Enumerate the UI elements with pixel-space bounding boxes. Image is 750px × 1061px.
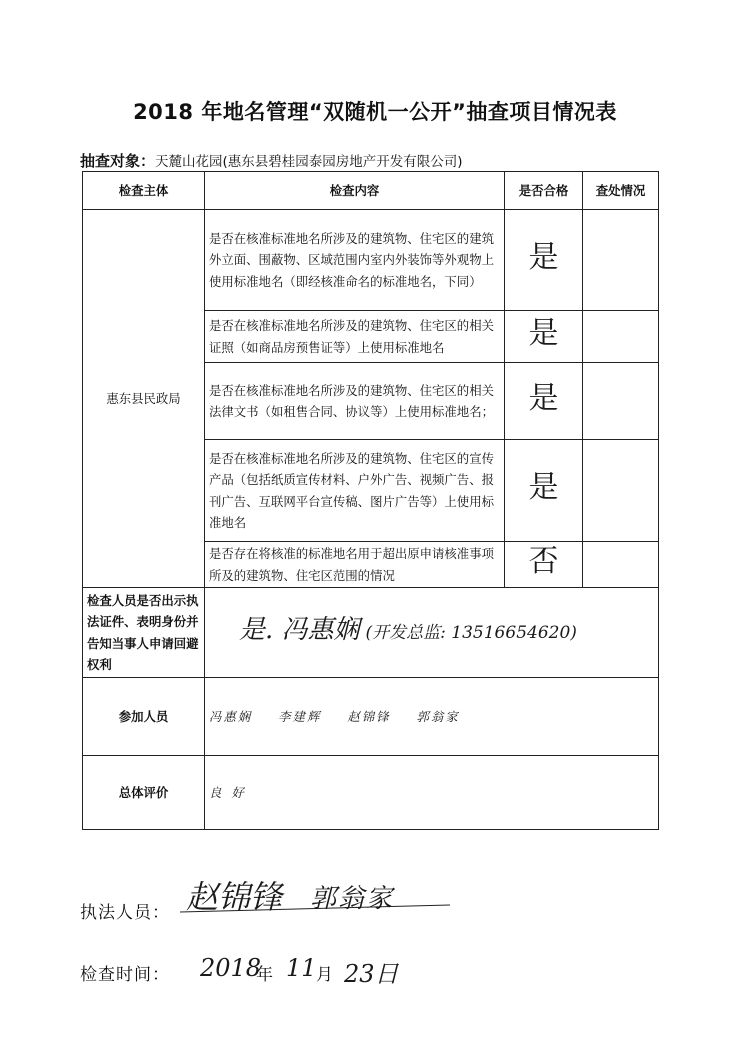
header-handling: 查处情况 — [583, 172, 659, 210]
item-qualified — [505, 363, 583, 440]
time-day: 23日 — [344, 960, 399, 988]
inspection-table — [82, 171, 659, 830]
item-content: 是否存在将核准的标准地名用于超出原申请核准事项所及的建筑物、住宅区范围的情况 — [205, 542, 505, 588]
enforcer-signature: 郭翁家 — [310, 884, 395, 914]
participants-label: 参加人员 — [83, 678, 205, 756]
enforcer-signature: 赵锦锋 — [186, 878, 283, 916]
item-qualified — [505, 210, 583, 311]
header-subject: 检查主体 — [83, 172, 205, 210]
inspector-answer: 是. 冯惠娴 — [239, 615, 360, 646]
item-handling — [583, 363, 659, 440]
table-header-row — [83, 172, 659, 210]
handwritten-mark: 是 — [528, 239, 559, 275]
time-month-unit: 月 — [316, 965, 334, 985]
enforcer-label: 执法人员： — [80, 903, 170, 923]
participants-row — [83, 678, 659, 756]
item-qualified — [505, 542, 583, 588]
participants-cell — [205, 678, 659, 756]
item-handling — [583, 311, 659, 363]
handwritten-mark: 是 — [528, 316, 559, 352]
participant-signature: 冯惠娴 — [209, 708, 253, 724]
item-handling — [583, 542, 659, 588]
inspector-phone: (开发总监: 13516654620) — [365, 623, 577, 644]
header-content: 检查内容 — [205, 172, 505, 210]
handwritten-mark: 是 — [528, 470, 559, 506]
item-content: 是否在核准标准地名所涉及的建筑物、住宅区的相关证照（如商品房预售证等）上使用标准地名 — [205, 311, 505, 363]
table-row — [83, 210, 659, 311]
inspection-target-value: 天麓山花园(惠东县碧桂园泰园房地产开发有限公司) — [155, 154, 463, 170]
participant-signature: 李建辉 — [278, 708, 322, 724]
time-label: 检查时间： — [80, 965, 170, 985]
item-qualified — [505, 440, 583, 542]
evaluation-row — [83, 756, 659, 830]
evaluation-label: 总体评价 — [83, 756, 205, 830]
page-title: 2018 年地名管理“双随机一公开”抽查项目情况表 — [133, 100, 617, 124]
time-month: 11 — [286, 954, 317, 982]
evaluation-cell — [205, 756, 659, 830]
inspection-target-label: 抽查对象： — [80, 152, 156, 170]
participant-signature: 郭翁家 — [416, 708, 460, 724]
inspector-answer-cell — [205, 588, 659, 678]
item-handling — [583, 210, 659, 311]
handwritten-mark: 否 — [528, 544, 559, 580]
header-qualified: 是否合格 — [505, 172, 583, 210]
evaluation-value: 良好 — [209, 784, 254, 800]
inspector-question: 检查人员是否出示执法证件、表明身份并告知当事人申请回避权利 — [83, 588, 205, 678]
inspector-row — [83, 588, 659, 678]
item-content: 是否在核准标准地名所涉及的建筑物、住宅区的相关法律文书（如租售合同、协议等）上使用标准地名； — [205, 363, 505, 440]
time-year: 2018 — [200, 954, 262, 982]
agency-cell: 惠东县民政局 — [83, 210, 205, 588]
item-handling — [583, 440, 659, 542]
participant-signature: 赵锦锋 — [347, 708, 391, 724]
item-qualified — [505, 311, 583, 363]
item-content: 是否在核准标准地名所涉及的建筑物、住宅区的建筑外立面、围蔽物、区域范围内室内外装饰等外观物上使用标准地名（即经核准命名的标准地名，下同） — [205, 210, 505, 311]
item-content: 是否在核准标准地名所涉及的建筑物、住宅区的宣传产品（包括纸质宣传材料、户外广告、视频广告、报刊广告、互联网平台宣传稿、图片广告等）上使用标准地名 — [205, 440, 505, 542]
time-year-unit: 年 — [256, 965, 274, 985]
handwritten-mark: 是 — [528, 380, 559, 416]
inspection-target — [80, 150, 463, 171]
